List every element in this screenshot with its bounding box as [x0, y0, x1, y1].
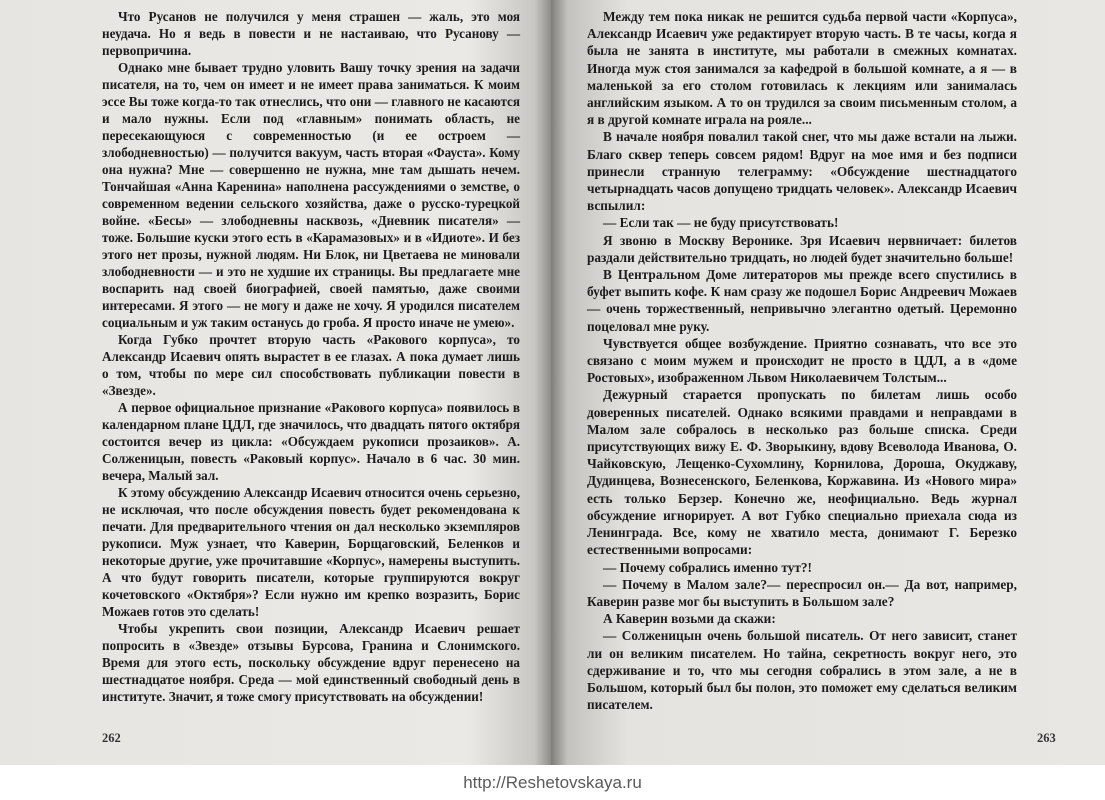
left-page-text: [102, 8, 520, 705]
page-number-left: 262: [102, 731, 121, 745]
page-number-right: 263: [1037, 731, 1056, 745]
paragraph: Однако мне бывает трудно уловить Вашу точку зрения на задачи писателя, на то, чем он имеет и не имеет права заниматься. К моим эссе Вы тоже когда-то так отнеслись, что они — главного не касаются и мало нужны. Если под «главным» понимать область, не пересекающуюся с современностью (и ее остроем — злободневностью) — получится вакуум, часть вторая «Фауста». Кому она нужна? Мне — совершенно не нужна, мне там дышать нечем. Тончайшая «Анна Каренина» наполнена рассуждениями о земстве, о современном ведении сельского хозяйства, даже о русско-турецкой войне. «Бесы» — злободневны насквозь, «Дневник писателя» — тоже. Большие куски этого есть в «Карамазовых» и в «Идиоте». И без этого нет прозы, нужной людям. Ни Блок, ни Цветаева не миновали злободневности — и это не худшие их страницы. Вы предлагаете мне воспарить над своей биографией, своей памятью, даже своими интересами. Я этого — не могу и даже не хочу. Я уродился писателем социальным и уж таким останусь до гроба. Я просто иначе не умею».: [102, 60, 520, 330]
paragraph: К этому обсуждению Александр Исаевич относится очень серьезно, не исключая, что после обсуждения повесть будет рекомендована к печати. Для предварительного чтения он дал несколько экземпляров рукописи. Муж узнает, что Каверин, Борщаговский, Беленков и некоторые другие, уже прочитавшие «Корпус», намерены выступить. А что будут говорить писатели, которые группируются вокруг кочетовского «Октября»? Если нужно им крепко возразить, Борис Можаев готов это сделать!: [102, 485, 521, 619]
paragraph: Чтобы укрепить свои позиции, Александр Исаевич решает попросить в «Звезде» отзывы Бурсова, Гранина и Слонимского. Время для этого есть, поскольку обсуждение вдруг перенесено на шестнадцатое ноября. Среда — мой единственный свободный день в институте. Значит, я тоже смогу присутствовать на обсуждении!: [102, 621, 520, 704]
paragraph: — Почему в Малом зале?— переспросил он.— Да вот, например, Каверин разве мог бы выступить в Большом зале?: [587, 576, 1017, 609]
paragraph: Между тем пока никак не решится судьба первой части «Корпуса», Александр Исаевич уже редактирует вторую часть. В те часы, когда я была не занята в институте, мы работали в смежных комнатах. Иногда муж стоя занимался за кафедрой в большой комнате, а я — в маленькой за его столом готовилась к лекциям или занималась английским языком. А то он трудился за своим письменным столом, а я в другой комнате играла на рояле...: [587, 9, 1017, 128]
left-page: [0, 0, 551, 765]
paragraph: Чувствуется общее возбуждение. Приятно сознавать, что все это связано с моим мужем и происходит не просто в ЦДЛ, а в «доме Ростовых», изображенном Львом Николаевичем Толстым...: [587, 335, 1017, 386]
paragraph: В Центральном Доме литераторов мы прежде всего спустились в буфет выпить кофе. К нам сразу же подошел Борис Андреевич Можаев — очень торжественный, непривычно элегантно одетый. Церемонно поцеловал мне руку.: [587, 267, 1017, 334]
paragraph: В начале ноября повалил такой снег, что мы даже встали на лыжи. Благо сквер теперь совсем рядом! Вдруг на мое имя и без подписи принесли странную телеграмму: «Обсуждение шестнадцатого четырнадцать часов допущено тридцать человек». Александр Исаевич вспылил:: [587, 129, 1017, 214]
paragraph: А первое официальное признание «Ракового корпуса» появилось в календарном плане ЦДЛ, где значилось, что двадцать пятого октября состоится вечер из цикла: «Обсуждаем рукописи прозаиков». А. Солженицын, повесть «Раковый корпус». Начало в 6 час. 30 мин. вечера, Малый зал.: [102, 400, 520, 483]
paragraph: — Почему собрались именно тут?!: [603, 559, 812, 575]
paragraph: Дежурный старается пропускать по билетам лишь особо доверенных писателей. Однако всякими правдами и неправдами в Малом зале собралось в несколько раз больше списка. Среди присутствующих вижу Е. Ф. Зворыкину, вдову Всеволода Иванова, О. Чайковскую, Лещенко-Сухомлину, Корнилова, Дороша, Окуджаву, Дудинцева, Вознесенского, Беленкова, Коржавина. Из «Нового мира» есть только Берзер. Конечно же, неофициально. Ведь журнал обсуждение игнорирует. А вот Губко специально приехала сюда из Ленинграда. Все, кому не хватило места, донимают Г. Березко естественными вопросами:: [587, 387, 1017, 558]
paragraph: — Если так — не буду присутствовать!: [603, 215, 839, 231]
paragraph: Когда Губко прочтет вторую часть «Ракового корпуса», то Александр Исаевич опять вырастет в ее глазах. А пока думает лишь о том, чтобы по мере сил способствовать публикации повести в «Звезде».: [102, 332, 520, 398]
paragraph: Что Русанов не получился у меня страшен — жаль, это моя неудача. Но я ведь в повести и не настаиваю, что Русанову — первопричина.: [102, 9, 520, 58]
right-page-text: [587, 8, 1017, 713]
paragraph: Я звоню в Москву Веронике. Зря Исаевич нервничает: билетов раздали действительно тридцать, но людей будет значительно больше!: [587, 232, 1017, 265]
paragraph: — Солженицын очень большой писатель. От него зависит, станет ли он великим писателем. Но тайна, секретность вокруг него, это сдерживание и то, что мы сегодня собрались в этом зале, а не в Большом, который был бы полон, это поможет ему сделаться великим писателем.: [587, 628, 1017, 713]
source-url: http://Reshetovskaya.ru: [0, 765, 1105, 800]
paragraph: А Каверин возьми да скажи:: [603, 611, 776, 627]
right-page: [551, 0, 1105, 765]
